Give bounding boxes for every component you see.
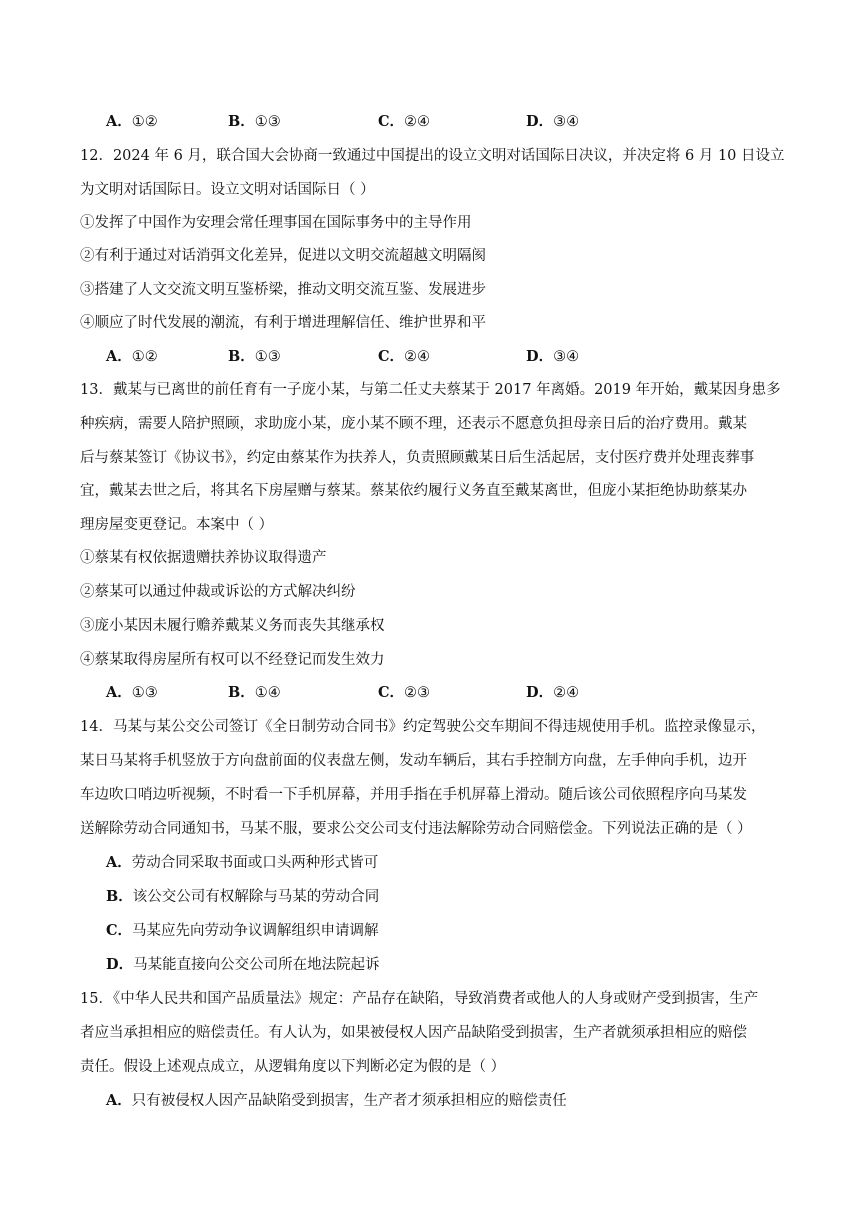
q13-option-a: A．①③ (106, 684, 158, 701)
q14-stem-line-3: 车边吹口哨边听视频，不时看一下手机屏幕，并用手指在手机屏幕上滑动。随后该公司依照程序向马某发 (80, 787, 747, 803)
q12-statement-1: ①发挥了中国作为安理会常任理事国在国际事务中的主导作用 (80, 215, 472, 231)
q14-stem-line-4: 送解除劳动合同通知书，马某不服，要求公交公司支付违法解除劳动合同赔偿金。下列说法正确的是（ ） (80, 821, 752, 837)
q12-statement-2: ②有利于通过对话消弭文化差异，促进以文明交流超越文明隔阂 (80, 248, 486, 264)
q12-statement-3: ③搭建了人文交流文明互鉴桥梁，推动文明交流互鉴、发展进步 (80, 282, 486, 298)
q12-option-b: B．①③ (228, 348, 281, 365)
q13-stem-line-5: 理房屋变更登记。本案中（ ） (80, 517, 274, 533)
q13-statement-2: ②蔡某可以通过仲裁或诉讼的方式解决纠纷 (80, 584, 356, 600)
q13-stem-line-4: 宜，戴某去世之后，将其名下房屋赠与蔡某。蔡某依约履行义务直至戴某离世，但庞小某拒绝协助蔡某办 (80, 483, 747, 499)
q15-option-a: A．只有被侵权人因产品缺陷受到损害，生产者才须承担相应的赔偿责任 (106, 1092, 567, 1109)
q12-option-a: A．①② (106, 348, 158, 365)
q11-option-a: A．①② (106, 113, 158, 130)
q15-stem-line-1: 15．《中华人民共和国产品质量法》规定：产品存在缺陷，导致消费者或他人的人身或财产受到损害，生产 (80, 991, 759, 1007)
q14-stem-line-1: 14．马某与某公交公司签订《全日制劳动合同书》约定驾驶公交车期间不得违规使用手机。监控录像显示， (80, 719, 766, 735)
q12-option-c: C．②④ (378, 348, 431, 365)
q12-stem-line-1: 12．2024 年 6 月，联合国大会协商一致通过中国提出的设立文明对话国际日决议，并决定将 6 月 10 日设立 (80, 148, 785, 164)
q12-option-d: D．③④ (526, 348, 580, 365)
q13-stem-line-3: 后与蔡某签订《协议书》，约定由蔡某作为扶养人，负责照顾戴某日后生活起居，支付医疗费并处理丧葬事 (80, 450, 755, 466)
q14-option-c: C．马某应先向劳动争议调解组织申请调解 (106, 922, 379, 939)
q13-option-b: B．①④ (228, 684, 281, 701)
q12-stem-line-2: 为文明对话国际日。设立文明对话国际日（ ） (80, 182, 375, 198)
q13-statement-4: ④蔡某取得房屋所有权可以不经登记而发生效力 (80, 652, 385, 668)
q11-option-d: D．③④ (526, 113, 580, 130)
q15-stem-line-3: 责任。假设上述观点成立，从逻辑角度以下判断必定为假的是（ ） (80, 1059, 506, 1075)
q13-statement-3: ③庞小某因未履行赡养戴某义务而丧失其继承权 (80, 618, 385, 634)
q11-option-b: B．①③ (228, 113, 281, 130)
q12-statement-4: ④顺应了时代发展的潮流，有利于增进理解信任、维护世界和平 (80, 315, 486, 331)
q14-stem-line-2: 某日马某将手机竖放于方向盘前面的仪表盘左侧，发动车辆后，其右手控制方向盘，左手伸向手机，边开 (80, 753, 747, 769)
q13-option-c: C．②③ (378, 684, 431, 701)
q15-stem-line-2: 者应当承担相应的赔偿责任。有人认为，如果被侵权人因产品缺陷受到损害，生产者就须承担相应的赔偿 (80, 1025, 747, 1041)
q13-stem-line-2: 种疾病，需要人陪护照顾，求助庞小某，庞小某不顾不理，还表示不愿意负担母亲日后的治疗费用。戴某 (80, 416, 747, 432)
q14-option-a: A．劳动合同采取书面或口头两种形式皆可 (106, 854, 379, 871)
q11-option-c: C．②④ (378, 113, 431, 130)
q14-option-d: D．马某能直接向公交公司所在地法院起诉 (106, 956, 380, 973)
q13-stem-line-1: 13．戴某与已离世的前任育有一子庞小某，与第二任丈夫蔡某于 2017 年离婚。2019 年开始，戴某因身患多 (80, 382, 781, 398)
q13-option-d: D．②④ (526, 684, 580, 701)
q13-statement-1: ①蔡某有权依据遗赠扶养协议取得遗产 (80, 550, 327, 566)
q14-option-b: B．该公交公司有权解除与马某的劳动合同 (106, 888, 380, 905)
